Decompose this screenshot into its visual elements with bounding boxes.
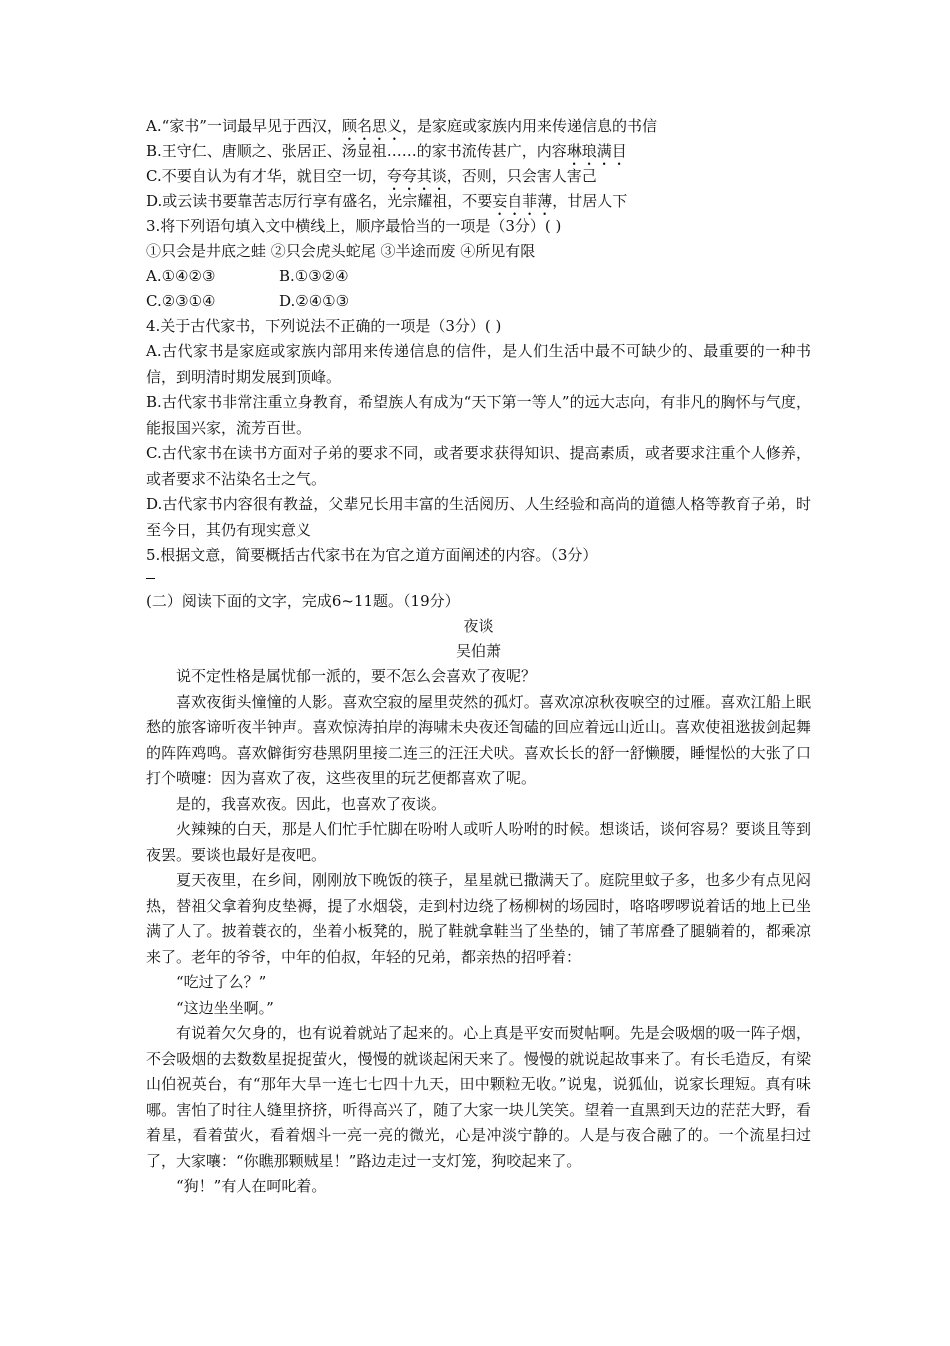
article-author: 吴伯萧 [455,642,501,660]
q2-option-d: D.或云读书要靠苦志厉行享有盛名，光宗耀祖，不要妄自菲薄，甘居人下 [146,192,628,210]
q3-option-c: C.②③①④ [146,292,216,310]
q3-option-a: A.①④②③ [146,267,216,285]
article-paragraph: 有说着欠欠身的，也有说着就站了起来的。心上真是平安而熨帖啊。先是会吸烟的吸一阵子烟，不会吸烟的去数数星捉捉萤火，慢慢的就谈起闲天来了。慢慢的就说起故事来了。有长毛造反，有梁山伯祝英台，有“那年大旱一连七七四十九天，田中颗粒无收。”说鬼，说狐仙，说家长理短。真有味哪。害怕了时往人缝里挤挤，听得高兴了，随了大家一块儿笑笑。望着一直黑到天边的茫茫大野，看着星，看着萤火，看着烟斗一亮一亮的微光，心是冲淡宁静的。人是与夜合融了的。一个流星扫过了，大家嚷：“你瞧那颗贼星！”路边走过一支灯笼，狗咬起来了。 [146,1024,811,1170]
answer-blank [146,568,811,589]
q3-sentences: ①只会是井底之蛙 ②只会虎头蛇尾 ③半途而废 ④所见有限 [146,242,536,260]
article-paragraph: “狗！”有人在呵叱着。 [176,1177,327,1195]
q4-option-d: D.古代家书内容很有教益，父辈兄长用丰富的生活阅历、人生经验和高尚的道德人格等教育子弟，时至今日，其仍有现实意义 [146,495,811,539]
section-heading: (二）阅读下面的文字，完成6~11题。（19分） [146,592,460,610]
q3-stem: 3.将下列语句填入文中横线上，顺序最恰当的一项是（3分）( ) [146,217,562,235]
q3-options-row-1 [146,264,811,289]
q4-option-b: B.古代家书非常注重立身教育，希望族人有成为“天下第一等人”的远大志向，有非凡的胸怀与气度，能报国兴家，流芳百世。 [146,393,811,437]
q5-stem: 5.根据文意，简要概括古代家书在为官之道方面阐述的内容。（3分） [146,546,598,564]
q2-option-c: C.不要自认为有才华，就目空一切，夸夸其谈，否则，只会害人害己 [146,167,597,185]
emphasized-word: 妄自菲薄 [492,192,553,210]
q3-options-row-2 [146,289,811,314]
q2-option-b: B.王守仁、唐顺之、张居正、汤显祖……的家书流传甚广，内容琳琅满目 [146,142,627,160]
article-paragraph: “这边坐坐啊。” [176,998,274,1017]
q4-option-c: C.古代家书在读书方面对子弟的要求不同，或者要求获得知识、提高素质，或者要求注重个人修养，或者要求不沾染名士之气。 [146,444,811,488]
article-paragraph: “吃过了么？” [176,973,267,991]
article-paragraph: 火辣辣的白天，那是人们忙手忙脚在吩咐人或听人吩咐的时候。想谈话，谈何容易？要谈且等到夜罢。要谈也最好是夜吧。 [146,820,811,864]
emphasized-word: 顾名思义 [341,117,402,135]
q4-option-a: A.古代家书是家庭或家族内部用来传递信息的信件，是人们生活中最不可缺少的、最重要的一种书信，到明清时期发展到顶峰。 [146,342,811,386]
q2-option-a: A.“家书”一词最早见于西汉，顾名思义，是家庭或家族内用来传递信息的书信 [146,117,657,135]
article-paragraph: 说不定性格是属忧郁一派的，要不怎么会喜欢了夜呢？ [176,667,537,685]
q3-option-d: D.②④①③ [279,292,350,310]
article-paragraph: 是的，我喜欢夜。因此，也喜欢了夜谈。 [176,794,447,813]
article-paragraph: 喜欢夜街头憧憧的人影。喜欢空寂的屋里荧然的孤灯。喜欢凉凉秋夜唳空的过雁。喜欢江船上眠愁的旅客谛听夜半钟声。喜欢惊涛拍岸的海啸未央夜还訇磕的回应着远山近山。喜欢使祖逖拔剑起舞的阵阵鸡鸣。喜欢僻街穷巷黑阴里接二连三的汪汪犬吠。喜欢长长的舒一舒懒腰，睡惺忪的大张了口打个喷嚏：因为喜欢了夜，这些夜里的玩艺便都喜欢了呢。 [146,692,811,787]
article-paragraph: 夏天夜里，在乡间，刚刚放下晚饭的筷子，星星就已撒满天了。庭院里蚊子多，也多少有点见闷热，替祖父拿着狗皮垫褥，提了水烟袋，走到村边绕了杨柳树的场园时，咯咯啰啰说着话的地上已坐满了人了。披着蓑衣的，坐着小板凳的，脱了鞋就拿鞋当了坐垫的，铺了苇席叠了腿躺着的，都乘凉来了。老年的爷爷，中年的伯叔，年轻的兄弟，都亲热的招呼着： [146,871,811,966]
document-page [146,114,811,1200]
emphasized-word: 琳琅满目 [566,142,627,160]
article-title: 夜谈 [463,617,494,635]
q3-option-b: B.①③②④ [279,267,349,285]
q4-stem: 4.关于古代家书，下列说法不正确的一项是（3分）( ) [146,317,502,335]
emphasized-word: 夸夸其谈 [386,167,447,185]
